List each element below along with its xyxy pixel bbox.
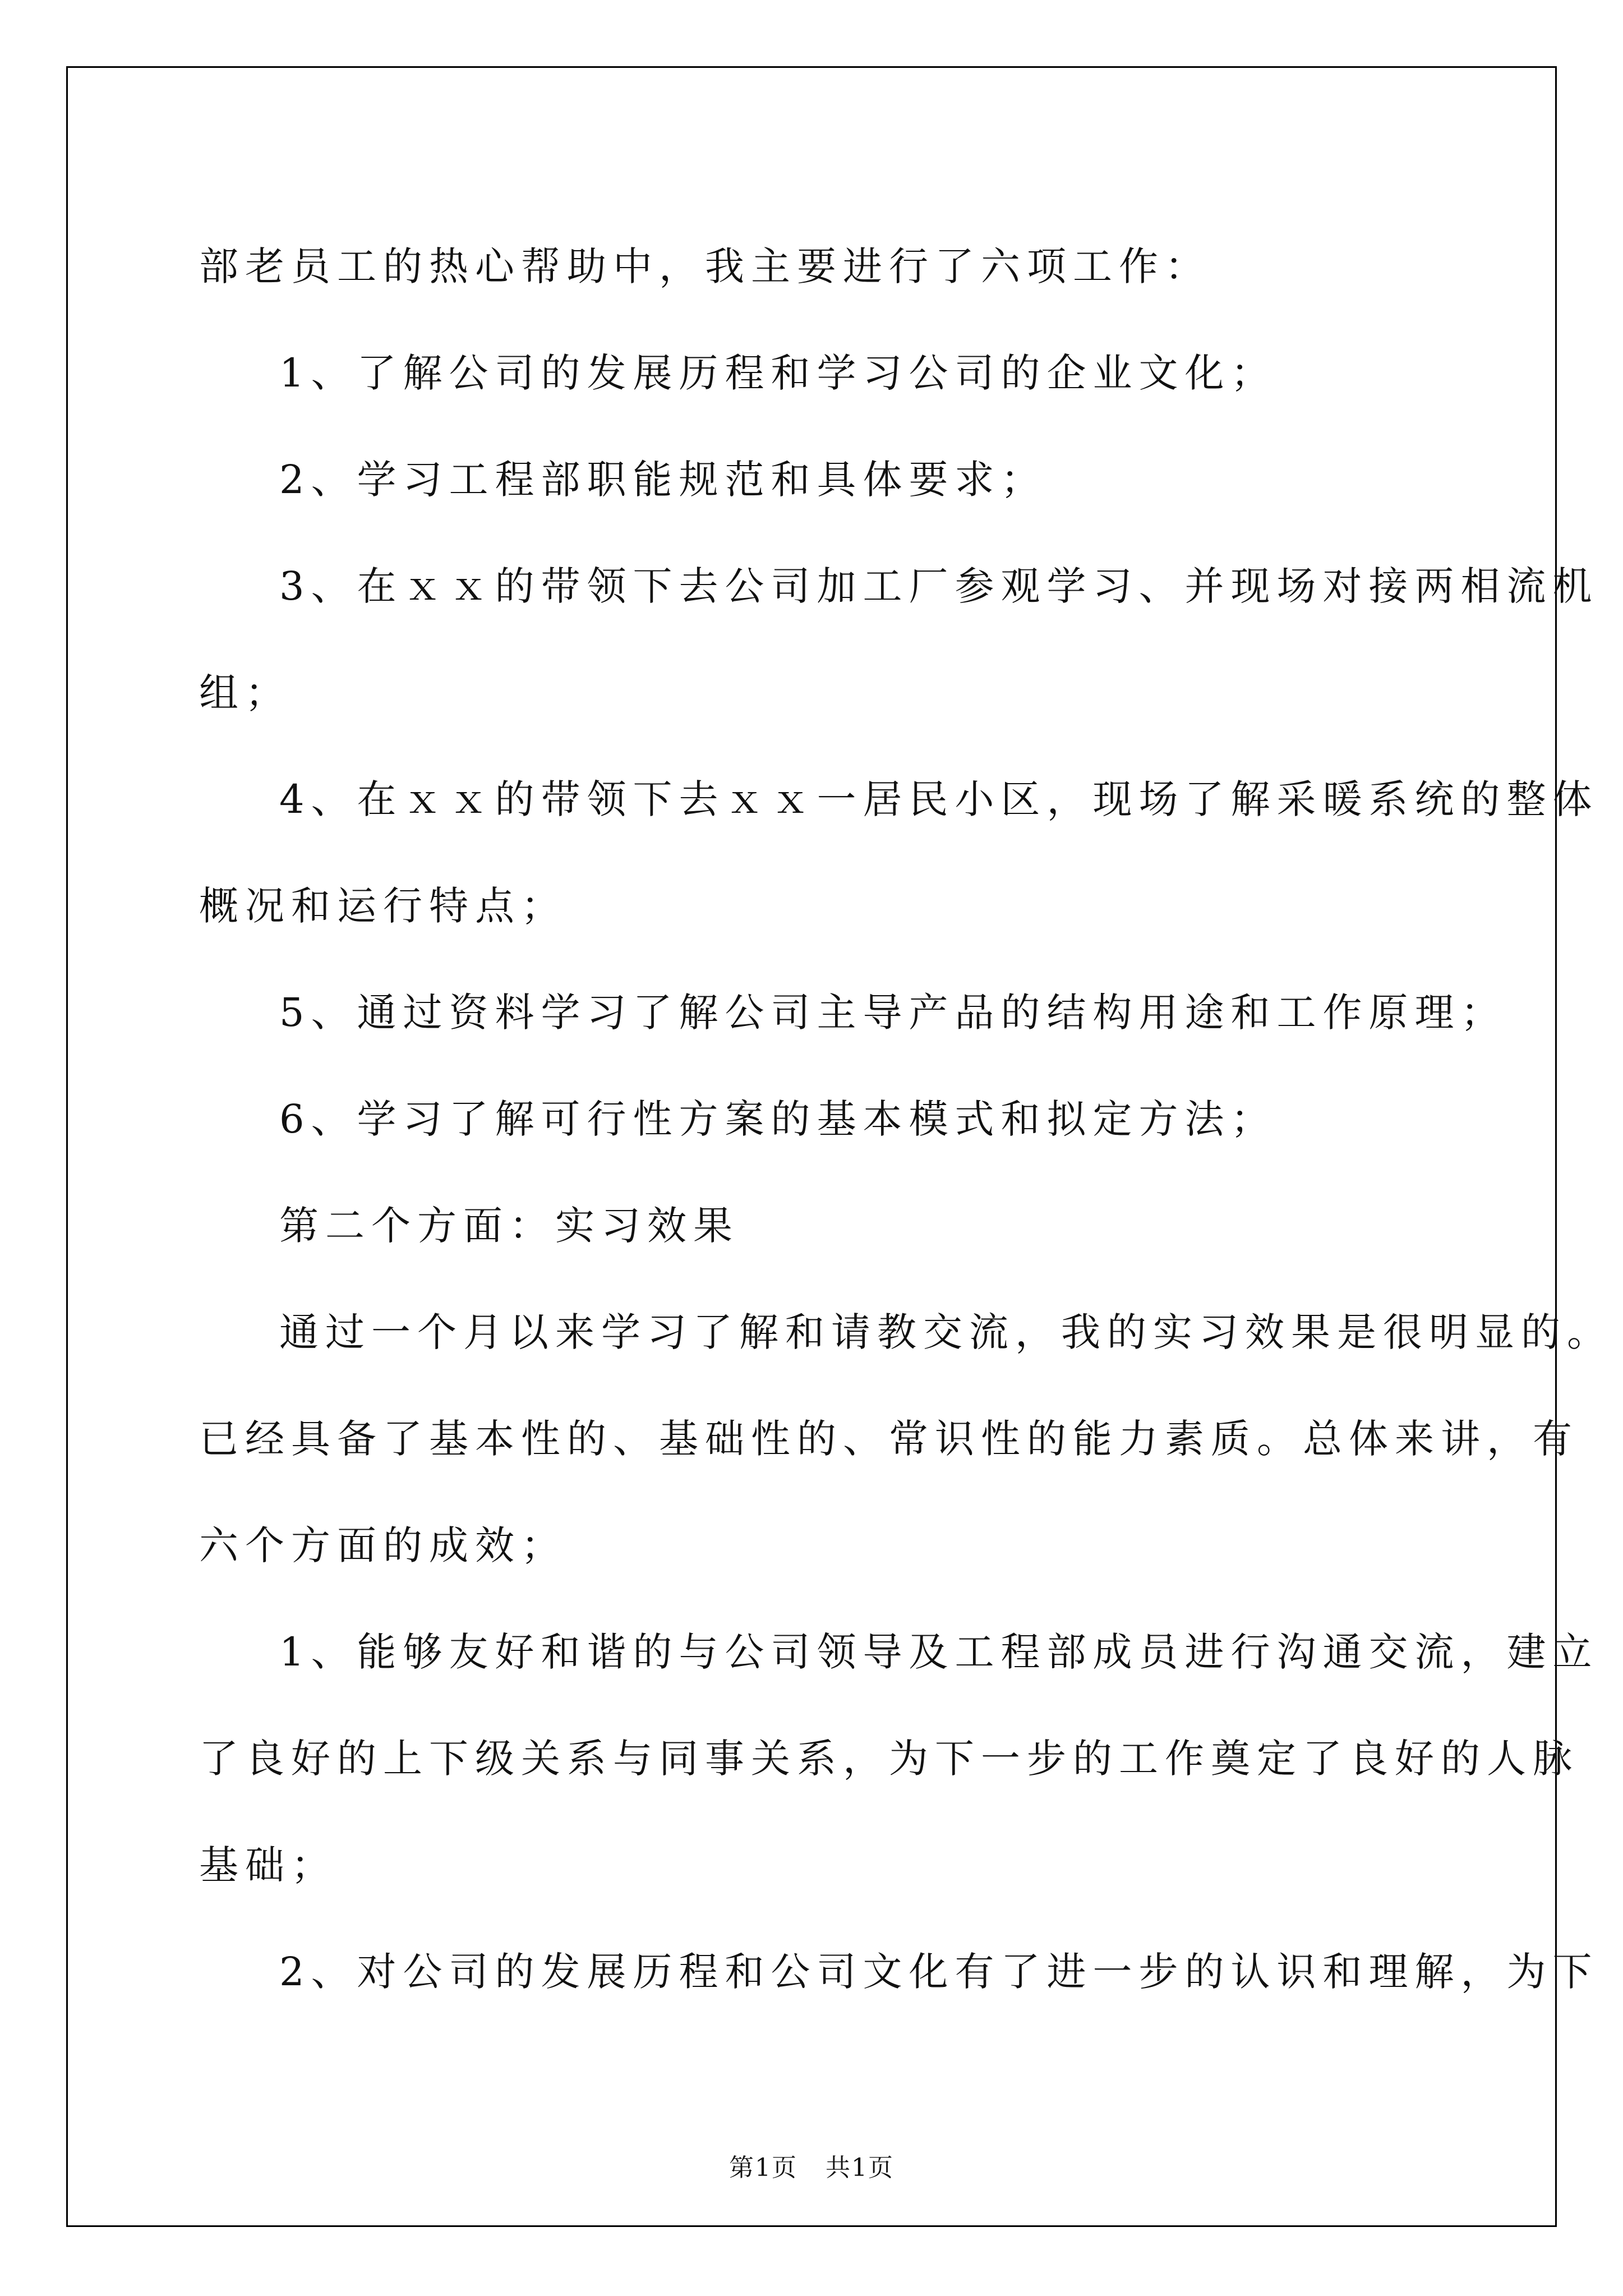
paragraph-line: 通过一个月以来学习了解和请教交流，我的实习效果是很明显的。 <box>279 1309 1613 1355</box>
paragraph-line: 2、学习工程部职能规范和具体要求； <box>279 457 1047 503</box>
paragraph-line: 2、对公司的发展历程和公司文化有了进一步的认识和理解，为下 <box>279 1949 1599 1995</box>
paragraph-line: 概况和运行特点； <box>199 883 567 929</box>
paragraph-line: 5、通过资料学习了解公司主导产品的结构用途和工作原理； <box>279 990 1507 1036</box>
page-footer <box>0 2151 1623 2185</box>
section-heading: 第二个方面：实习效果 <box>279 1203 739 1249</box>
paragraph-line: 已经具备了基本性的、基础性的、常识性的能力素质。总体来讲，有 <box>199 1416 1579 1462</box>
paragraph-line: 4、在ｘｘ的带领下去ｘｘ一居民小区，现场了解采暖系统的整体 <box>279 776 1599 822</box>
paragraph-line: 组； <box>199 670 291 716</box>
paragraph-line: 部老员工的热心帮助中，我主要进行了六项工作： <box>199 243 1211 289</box>
paragraph-line: 基础； <box>199 1842 337 1888</box>
paragraph-line: 3、在ｘｘ的带领下去公司加工厂参观学习、并现场对接两相流机 <box>279 563 1599 609</box>
page-number-current: 第1页 <box>729 2154 797 2182</box>
document-body <box>199 213 1613 2025</box>
paragraph-line: 了良好的上下级关系与同事关系，为下一步的工作奠定了良好的人脉 <box>199 1736 1579 1782</box>
paragraph-line: 1、能够友好和谐的与公司领导及工程部成员进行沟通交流，建立 <box>279 1629 1599 1675</box>
page-number-total: 共1页 <box>826 2154 894 2182</box>
paragraph-line: 1、了解公司的发展历程和学习公司的企业文化； <box>279 350 1277 396</box>
paragraph-line: 六个方面的成效； <box>199 1522 567 1568</box>
paragraph-line: 6、学习了解可行性方案的基本模式和拟定方法； <box>279 1096 1277 1142</box>
